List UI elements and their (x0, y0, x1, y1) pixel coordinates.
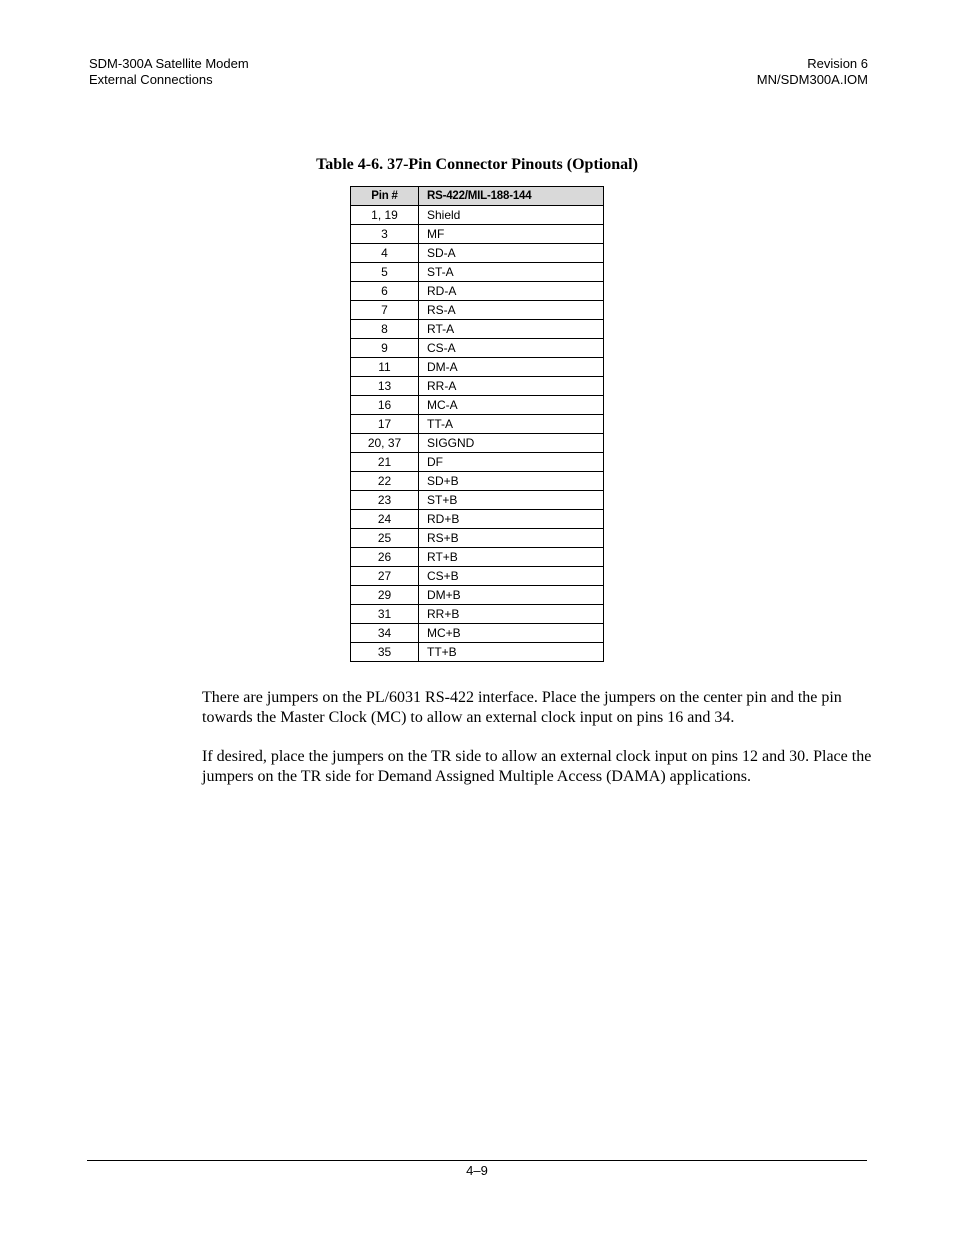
signal-name-cell: DM+B (419, 586, 604, 605)
signal-name-cell: ST-A (419, 263, 604, 282)
signal-name-cell: DF (419, 453, 604, 472)
signal-name-cell: RS+B (419, 529, 604, 548)
pin-number-cell: 24 (351, 510, 419, 529)
signal-name-cell: MC+B (419, 624, 604, 643)
column-header-pin: Pin # (351, 187, 419, 206)
pin-number-cell: 6 (351, 282, 419, 301)
table-row (351, 510, 604, 529)
signal-name-cell: RD+B (419, 510, 604, 529)
pin-number-cell: 5 (351, 263, 419, 282)
table-row (351, 643, 604, 662)
signal-name-cell: RD-A (419, 282, 604, 301)
pin-number-cell: 25 (351, 529, 419, 548)
header-section-title: External Connections (89, 72, 213, 87)
table-row (351, 301, 604, 320)
table-row (351, 586, 604, 605)
table-row (351, 472, 604, 491)
signal-name-cell: DM-A (419, 358, 604, 377)
pin-number-cell: 13 (351, 377, 419, 396)
column-header-signal: RS-422/MIL-188-144 (419, 187, 604, 206)
pin-number-cell: 9 (351, 339, 419, 358)
signal-name-cell: Shield (419, 206, 604, 225)
pin-number-cell: 23 (351, 491, 419, 510)
table-row (351, 282, 604, 301)
header-left (89, 56, 249, 88)
table-body (351, 206, 604, 662)
header-revision: Revision 6 (807, 56, 868, 71)
table-row (351, 453, 604, 472)
table-row (351, 339, 604, 358)
table-row (351, 206, 604, 225)
table-row (351, 434, 604, 453)
signal-name-cell: RR-A (419, 377, 604, 396)
pin-number-cell: 20, 37 (351, 434, 419, 453)
table-row (351, 377, 604, 396)
signal-name-cell: MC-A (419, 396, 604, 415)
table-row (351, 263, 604, 282)
pin-number-cell: 17 (351, 415, 419, 434)
pin-number-cell: 16 (351, 396, 419, 415)
pin-number-cell: 31 (351, 605, 419, 624)
pin-number-cell: 3 (351, 225, 419, 244)
signal-name-cell: RR+B (419, 605, 604, 624)
signal-name-cell: TT-A (419, 415, 604, 434)
table-row (351, 396, 604, 415)
pin-number-cell: 7 (351, 301, 419, 320)
footer-divider (87, 1160, 867, 1161)
pin-number-cell: 4 (351, 244, 419, 263)
signal-name-cell: SD+B (419, 472, 604, 491)
pin-number-cell: 27 (351, 567, 419, 586)
table-row (351, 244, 604, 263)
pin-number-cell: 26 (351, 548, 419, 567)
table-row (351, 320, 604, 339)
pin-number-cell: 8 (351, 320, 419, 339)
table-row (351, 358, 604, 377)
table-row (351, 491, 604, 510)
table-row (351, 624, 604, 643)
table-row (351, 567, 604, 586)
signal-name-cell: SIGGND (419, 434, 604, 453)
table-row (351, 605, 604, 624)
pin-number-cell: 1, 19 (351, 206, 419, 225)
pin-number-cell: 11 (351, 358, 419, 377)
table-row (351, 415, 604, 434)
table-title: Table 4-6. 37-Pin Connector Pinouts (Optional) (316, 156, 638, 173)
signal-name-cell: RS-A (419, 301, 604, 320)
signal-name-cell: RT+B (419, 548, 604, 567)
header-right (757, 56, 868, 88)
signal-name-cell: MF (419, 225, 604, 244)
pin-number-cell: 21 (351, 453, 419, 472)
paragraph-jumpers-tr: If desired, place the jumpers on the TR side to allow an external clock input on pins 12 and 30. Place the jumpers on the TR side for Demand Assigned Multiple Access (DAMA) applications. (202, 748, 872, 785)
header-product-title: SDM-300A Satellite Modem (89, 56, 249, 71)
signal-name-cell: TT+B (419, 643, 604, 662)
signal-name-cell: ST+B (419, 491, 604, 510)
signal-name-cell: CS-A (419, 339, 604, 358)
page-number: 4–9 (466, 1163, 488, 1178)
signal-name-cell: SD-A (419, 244, 604, 263)
table-row (351, 529, 604, 548)
table-header-row (351, 187, 604, 206)
pin-number-cell: 35 (351, 643, 419, 662)
table-row (351, 548, 604, 567)
pin-number-cell: 29 (351, 586, 419, 605)
pin-number-cell: 22 (351, 472, 419, 491)
signal-name-cell: RT-A (419, 320, 604, 339)
header-document-id: MN/SDM300A.IOM (756, 72, 868, 87)
table-row (351, 225, 604, 244)
pin-number-cell: 34 (351, 624, 419, 643)
paragraph-jumpers-mc: There are jumpers on the PL/6031 RS-422 interface. Place the jumpers on the center pin and the pin towards the Master Clock (MC) to allow an external clock input on pins 16 and 34. (202, 689, 842, 726)
pinout-table (350, 186, 604, 662)
signal-name-cell: CS+B (419, 567, 604, 586)
